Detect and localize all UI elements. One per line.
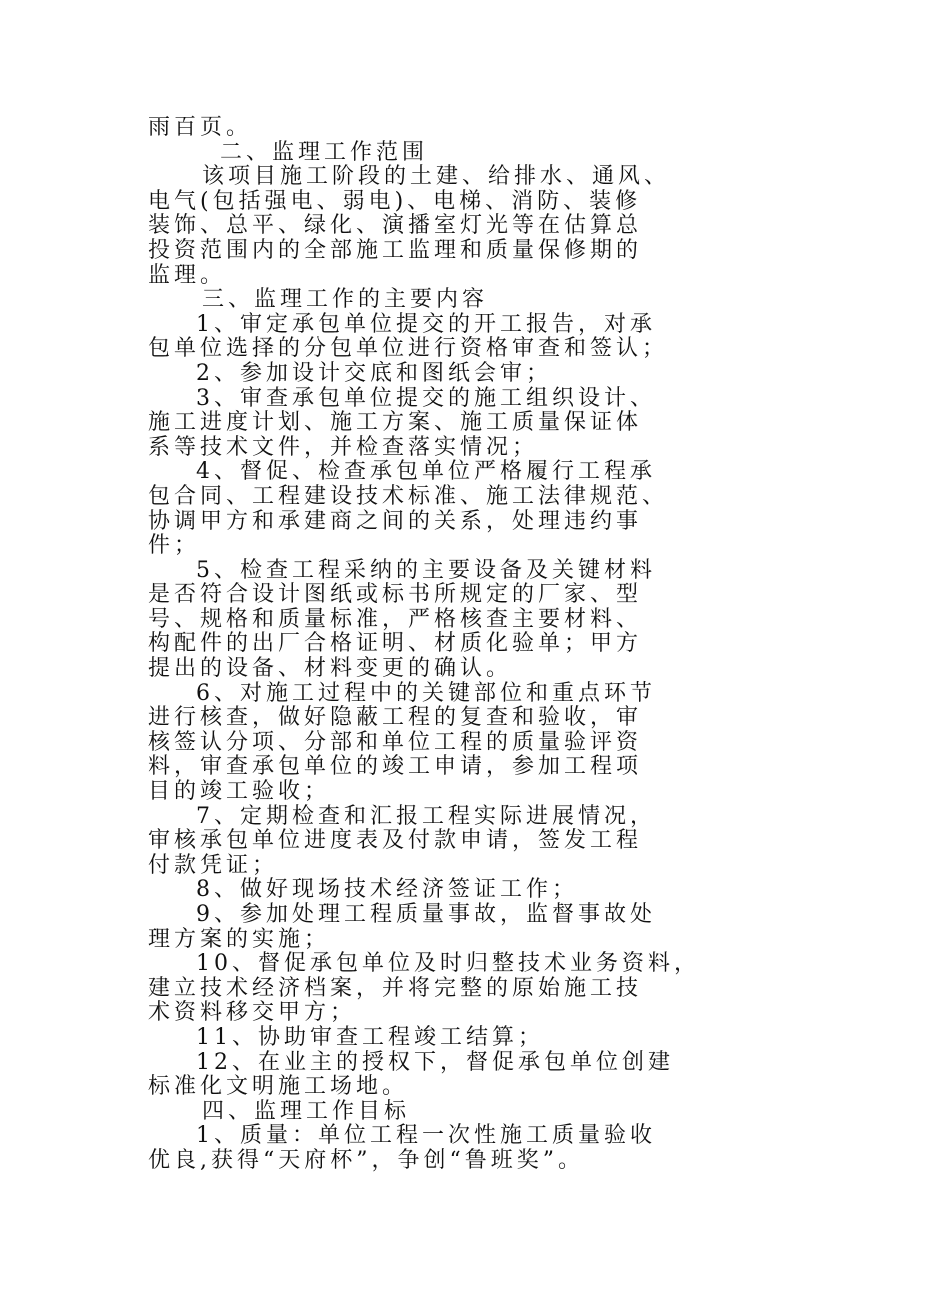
text-line: 2、参加设计交底和图纸会审； xyxy=(196,360,552,386)
text-line: 料，审查承包单位的竣工申请，参加工程项 xyxy=(148,754,643,780)
text-line: 系等技术文件，并检查落实情况； xyxy=(148,434,539,460)
text-line: 提出的设备、材料变更的确认。 xyxy=(148,656,513,682)
text-line: 装饰、总平、绿化、演播室灯光等在估算总 xyxy=(148,213,643,239)
text-line: 四、监理工作目标 xyxy=(202,1098,411,1124)
text-line: 6、对施工过程中的关键部位和重点环节 xyxy=(196,680,656,706)
text-line: 3、审查承包单位提交的施工组织设计、 xyxy=(196,385,656,411)
text-line: 该项目施工阶段的土建、给排水、通风、 xyxy=(202,164,671,190)
text-line: 8、做好现场技术经济签证工作； xyxy=(196,877,578,903)
text-line: 1、质量：单位工程一次性施工质量验收 xyxy=(196,1123,656,1149)
text-line: 协调甲方和承建商之间的关系，处理违约事 xyxy=(148,508,643,534)
text-line: 投资范围内的全部施工监理和质量保修期的 xyxy=(148,237,643,263)
text-line: 雨百页。 xyxy=(148,115,253,140)
text-line: 7、定期检查和汇报工程实际进展情况， xyxy=(196,803,656,829)
text-line: 进行核查，做好隐蔽工程的复查和验收，审 xyxy=(148,705,643,731)
text-line: 5、检查工程采纳的主要设备及关键材料 xyxy=(196,557,656,583)
text-line: 12、在业主的授权下，督促承包单位创建 xyxy=(196,1049,674,1075)
text-line: 11、协助审查工程竣工结算； xyxy=(196,1024,544,1050)
text-line: 标准化文明施工场地。 xyxy=(148,1074,409,1100)
text-line: 1、审定承包单位提交的开工报告，对承 xyxy=(196,311,656,337)
text-line: 构配件的出厂合格证明、材质化验单；甲方 xyxy=(148,631,643,657)
text-line: 包合同、工程建设技术标准、施工法律规范、 xyxy=(148,483,669,509)
document-body xyxy=(148,116,808,1174)
text-line: 目的竣工验收； xyxy=(148,779,331,805)
text-line: 术资料移交甲方； xyxy=(148,1000,357,1026)
text-line: 理方案的实施； xyxy=(148,926,331,952)
text-line: 4、督促、检查承包单位严格履行工程承 xyxy=(196,459,656,485)
text-line: 付款凭证； xyxy=(148,852,279,878)
text-line: 施工进度计划、施工方案、施工质量保证体 xyxy=(148,410,643,436)
text-line: 9、参加处理工程质量事故，监督事故处 xyxy=(196,902,656,927)
text-line: 审核承包单位进度表及付款申请，签发工程 xyxy=(148,828,643,854)
text-line: 二、监理工作范围 xyxy=(220,139,429,165)
text-line: 包单位选择的分包单位进行资格审查和签认； xyxy=(148,336,669,362)
text-line: 核签认分项、分部和单位工程的质量验评资 xyxy=(148,729,643,755)
text-line: 监理。 xyxy=(148,262,227,288)
text-line: 件； xyxy=(148,533,201,559)
text-line: 三、监理工作的主要内容 xyxy=(202,287,489,313)
text-line: 10、督促承包单位及时归整技术业务资料， xyxy=(196,951,700,977)
text-line: 优良,获得“天府杯”，争创“鲁班奖”。 xyxy=(148,1147,584,1173)
text-line: 是否符合设计图纸或标书所规定的厂家、型 xyxy=(148,582,643,608)
text-line: 建立技术经济档案，并将完整的原始施工技 xyxy=(148,975,643,1001)
text-line: 电气(包括强电、弱电)、电梯、消防、装修 xyxy=(148,188,642,214)
text-line: 号、规格和质量标准，严格核查主要材料、 xyxy=(148,606,643,632)
